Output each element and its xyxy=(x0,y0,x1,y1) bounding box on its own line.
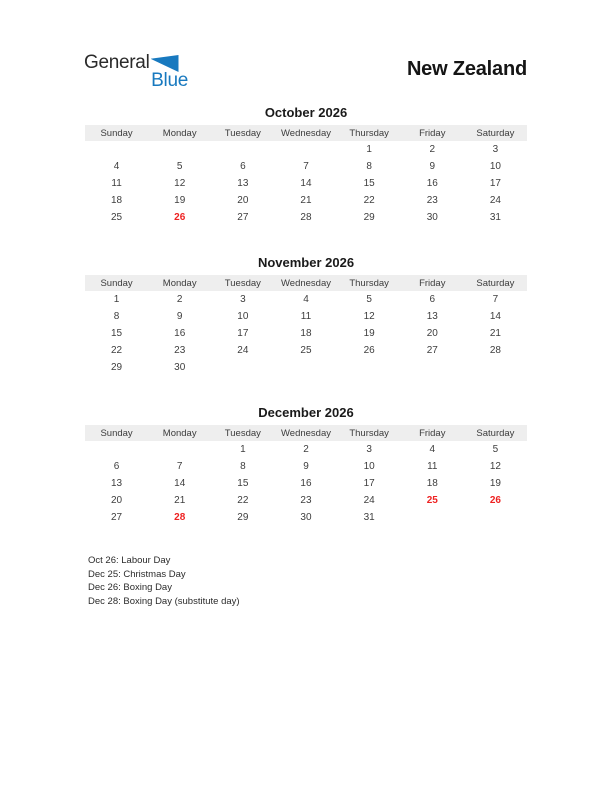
week-row xyxy=(85,441,527,458)
date-cell: 12 xyxy=(363,311,375,322)
week-row xyxy=(85,291,527,308)
week-row xyxy=(85,175,527,192)
date-cell: 26 xyxy=(363,345,375,356)
date-cell: 15 xyxy=(111,328,123,339)
date-cell: 21 xyxy=(174,495,186,506)
date-cell: 14 xyxy=(174,478,186,489)
holiday-note: Dec 25: Christmas Day xyxy=(88,568,186,580)
weekday-header: Wednesday xyxy=(274,425,337,441)
weekday-header: Tuesday xyxy=(211,425,274,441)
month-november-2026 xyxy=(85,254,527,376)
page-title: New Zealand xyxy=(406,58,527,80)
holiday-note: Dec 28: Boxing Day (substitute day) xyxy=(88,595,240,607)
date-cell: 8 xyxy=(113,311,120,322)
date-cell: 21 xyxy=(300,195,312,206)
date-cell: 9 xyxy=(429,161,436,172)
date-cell: 3 xyxy=(492,144,499,155)
date-cell: 29 xyxy=(363,212,375,223)
date-cell: 18 xyxy=(111,195,123,206)
date-cell xyxy=(85,141,148,158)
week-row xyxy=(85,359,527,376)
date-cell xyxy=(464,509,527,526)
date-cell: 1 xyxy=(366,144,372,155)
weekday-header: Sunday xyxy=(85,125,148,141)
weekday-header: Friday xyxy=(401,125,464,141)
date-cell: 28 xyxy=(300,212,312,223)
holiday-date-cell: 25 xyxy=(426,495,438,506)
date-cell: 16 xyxy=(426,178,438,189)
date-cell: 20 xyxy=(426,328,438,339)
date-cell xyxy=(338,359,401,376)
date-cell xyxy=(401,509,464,526)
date-cell xyxy=(401,359,464,376)
weekday-header: Thursday xyxy=(338,125,401,141)
weekday-header: Monday xyxy=(148,275,211,291)
month-october-2026 xyxy=(85,104,527,226)
date-cell: 25 xyxy=(111,212,123,223)
date-cell: 7 xyxy=(176,461,183,472)
month-table xyxy=(85,425,527,526)
date-cell: 19 xyxy=(489,478,501,489)
weekday-header: Tuesday xyxy=(211,275,274,291)
date-cell: 6 xyxy=(429,294,436,305)
week-row xyxy=(85,158,527,175)
weekday-header: Monday xyxy=(148,425,211,441)
month-table xyxy=(85,125,527,226)
weekday-header: Wednesday xyxy=(274,275,337,291)
week-row xyxy=(85,209,527,226)
week-row xyxy=(85,141,527,158)
weekday-header: Monday xyxy=(148,125,211,141)
month-december-2026 xyxy=(85,404,527,526)
date-cell: 20 xyxy=(237,195,249,206)
date-cell: 17 xyxy=(237,328,249,339)
date-cell: 11 xyxy=(111,178,122,189)
date-cell: 15 xyxy=(237,478,249,489)
date-cell: 31 xyxy=(363,512,375,523)
date-cell: 14 xyxy=(300,178,312,189)
date-cell xyxy=(464,359,527,376)
week-row xyxy=(85,509,527,526)
weekday-header: Sunday xyxy=(85,425,148,441)
holiday-date-cell: 26 xyxy=(489,495,501,506)
date-cell: 29 xyxy=(111,362,123,373)
date-cell xyxy=(211,359,274,376)
date-cell: 22 xyxy=(363,195,375,206)
weekday-header: Friday xyxy=(401,275,464,291)
week-row xyxy=(85,308,527,325)
date-cell: 17 xyxy=(363,478,375,489)
date-cell: 23 xyxy=(300,495,312,506)
date-cell: 13 xyxy=(111,478,123,489)
date-cell: 6 xyxy=(240,161,246,172)
week-row xyxy=(85,325,527,342)
date-cell: 24 xyxy=(237,345,249,356)
date-cell: 24 xyxy=(489,195,501,206)
date-cell xyxy=(148,141,211,158)
date-cell: 14 xyxy=(489,311,501,322)
date-cell: 16 xyxy=(174,328,186,339)
month-table xyxy=(85,275,527,376)
weekday-header: Tuesday xyxy=(211,125,274,141)
date-cell: 8 xyxy=(240,461,246,472)
date-cell: 10 xyxy=(237,311,249,322)
date-cell: 25 xyxy=(300,345,312,356)
date-cell: 10 xyxy=(363,461,375,472)
weekday-header: Sunday xyxy=(85,275,148,291)
date-cell: 18 xyxy=(426,478,438,489)
calendar-months xyxy=(85,104,527,554)
date-cell: 4 xyxy=(429,444,436,455)
date-cell xyxy=(274,359,337,376)
date-cell: 19 xyxy=(363,328,375,339)
date-cell: 12 xyxy=(489,461,501,472)
date-cell: 30 xyxy=(426,212,438,223)
date-cell: 6 xyxy=(113,461,120,472)
date-cell: 17 xyxy=(489,178,501,189)
logo-text-general: General xyxy=(84,52,150,73)
date-cell: 27 xyxy=(237,212,249,223)
date-cell: 9 xyxy=(303,461,309,472)
date-cell xyxy=(85,441,148,458)
weekday-header: Thursday xyxy=(338,275,401,291)
date-cell: 22 xyxy=(111,345,123,356)
date-cell: 13 xyxy=(237,178,249,189)
date-cell xyxy=(148,441,211,458)
date-cell: 2 xyxy=(303,444,309,455)
week-row xyxy=(85,192,527,209)
date-cell: 2 xyxy=(429,144,436,155)
date-cell: 3 xyxy=(366,444,372,455)
date-cell: 21 xyxy=(489,328,501,339)
date-cell: 7 xyxy=(492,294,499,305)
week-row xyxy=(85,492,527,509)
date-cell: 4 xyxy=(113,161,120,172)
week-row xyxy=(85,458,527,475)
date-cell: 29 xyxy=(237,512,249,523)
date-cell: 23 xyxy=(426,195,438,206)
date-cell: 20 xyxy=(111,495,123,506)
weekday-header: Friday xyxy=(401,425,464,441)
date-cell: 27 xyxy=(111,512,123,523)
general-blue-logo xyxy=(84,53,188,90)
weekday-header: Saturday xyxy=(464,425,527,441)
holiday-note: Dec 26: Boxing Day xyxy=(88,582,172,593)
weekday-header: Saturday xyxy=(464,275,527,291)
date-cell xyxy=(274,141,337,158)
date-cell: 8 xyxy=(366,161,372,172)
logo-text-blue: Blue xyxy=(151,70,188,91)
date-cell: 4 xyxy=(303,294,309,305)
date-cell: 5 xyxy=(176,161,183,172)
date-cell: 11 xyxy=(300,311,312,322)
date-cell: 15 xyxy=(363,178,375,189)
date-cell: 11 xyxy=(427,461,438,472)
date-cell: 30 xyxy=(174,362,186,373)
date-cell: 12 xyxy=(174,178,186,189)
date-cell: 2 xyxy=(176,294,183,305)
holiday-date-cell: 28 xyxy=(174,512,186,523)
date-cell: 24 xyxy=(363,495,375,506)
week-row xyxy=(85,475,527,492)
date-cell: 16 xyxy=(300,478,312,489)
date-cell: 27 xyxy=(426,345,438,356)
holiday-notes xyxy=(88,554,240,608)
date-cell: 18 xyxy=(300,328,312,339)
weekday-header: Saturday xyxy=(464,125,527,141)
date-cell: 1 xyxy=(240,444,246,455)
date-cell: 1 xyxy=(113,294,120,305)
holiday-date-cell: 26 xyxy=(174,212,186,223)
weekday-header: Wednesday xyxy=(274,125,337,141)
date-cell: 3 xyxy=(240,294,246,305)
month-title: December 2026 xyxy=(258,405,354,420)
date-cell xyxy=(211,141,274,158)
date-cell: 5 xyxy=(492,444,499,455)
month-title: October 2026 xyxy=(264,105,348,120)
date-cell: 19 xyxy=(174,195,186,206)
date-cell: 5 xyxy=(366,294,372,305)
month-title: November 2026 xyxy=(257,255,355,270)
date-cell: 28 xyxy=(489,345,501,356)
week-row xyxy=(85,342,527,359)
date-cell: 10 xyxy=(489,161,501,172)
date-cell: 7 xyxy=(303,161,309,172)
holiday-note: Oct 26: Labour Day xyxy=(88,555,171,566)
date-cell: 23 xyxy=(174,345,186,356)
date-cell: 13 xyxy=(426,311,438,322)
date-cell: 22 xyxy=(237,495,249,506)
date-cell: 9 xyxy=(176,311,183,322)
weekday-header: Thursday xyxy=(338,425,401,441)
date-cell: 31 xyxy=(489,212,501,223)
date-cell: 30 xyxy=(300,512,312,523)
